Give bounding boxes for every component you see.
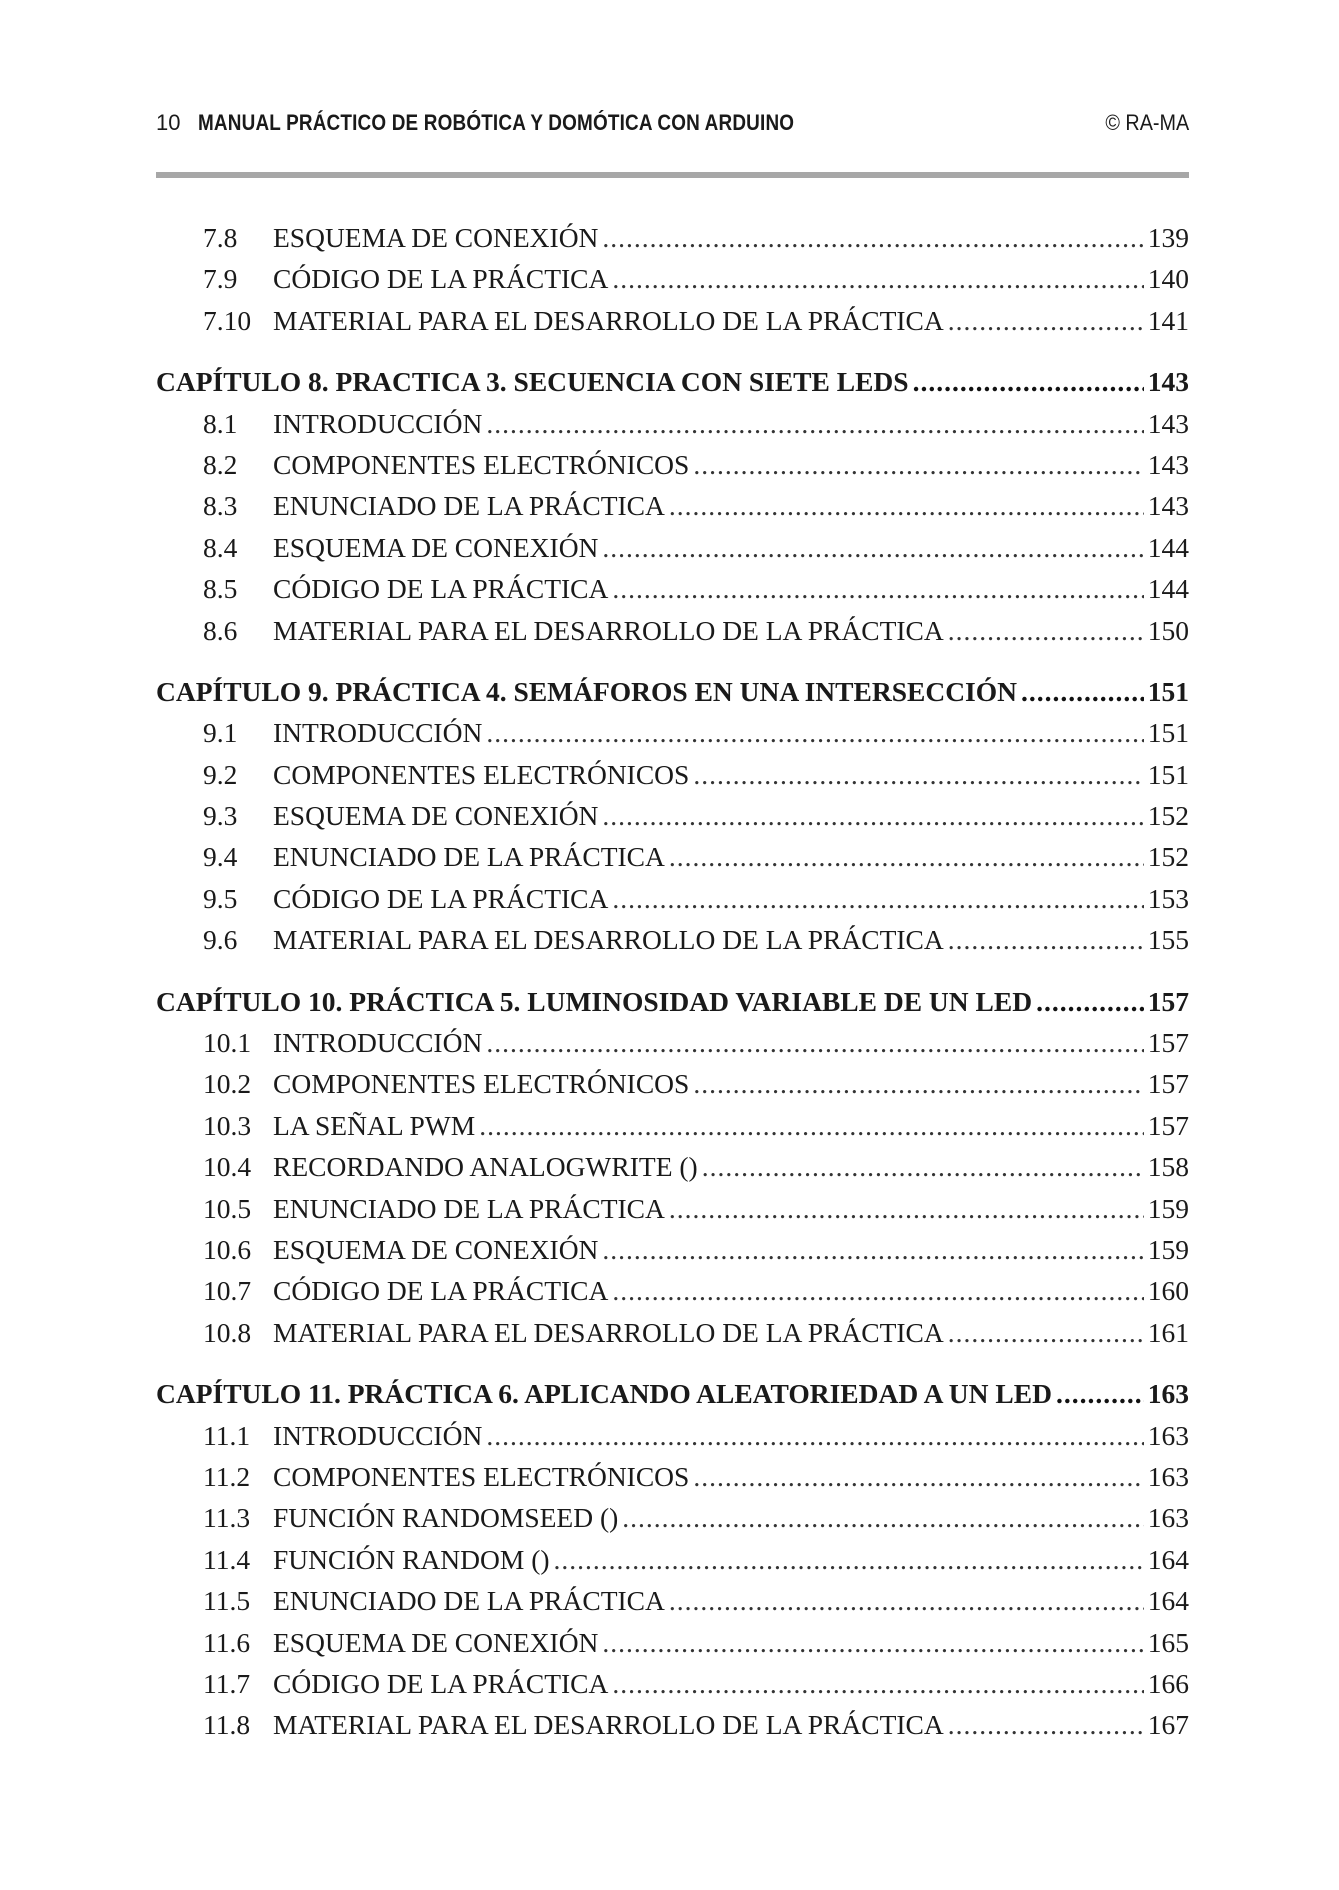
section-number: 10.4 — [203, 1151, 252, 1183]
section-title: ESQUEMA DE CONEXIÓN — [273, 1626, 599, 1658]
section-title: MATERIAL PARA EL DESARROLLO DE LA PRÁCTICA — [273, 1316, 944, 1348]
dot-leader — [622, 1502, 1143, 1534]
section-title: ESQUEMA DE CONEXIÓN — [273, 800, 599, 832]
section-number: 9.5 — [203, 882, 238, 914]
section-number: 10.2 — [203, 1068, 252, 1100]
toc-section-entry[interactable] — [156, 1668, 1189, 1709]
section-number: 11.6 — [203, 1626, 251, 1658]
section-title: INTRODUCCIÓN — [273, 407, 483, 439]
toc-section-entry[interactable] — [156, 615, 1189, 656]
toc-section-entry[interactable] — [156, 1585, 1189, 1626]
page-ref: 163 — [1147, 1419, 1189, 1451]
dot-leader — [948, 305, 1144, 337]
section-title: ENUNCIADO DE LA PRÁCTICA — [273, 1192, 665, 1224]
section-number: 11.5 — [203, 1585, 251, 1617]
page-ref: 143 — [1147, 490, 1189, 522]
toc-section-entry[interactable] — [156, 1234, 1189, 1275]
page-ref: 144 — [1147, 531, 1189, 563]
dot-leader — [693, 759, 1143, 791]
dot-leader — [486, 1027, 1143, 1059]
running-header — [156, 110, 1189, 144]
page-ref: 151 — [1147, 675, 1189, 707]
dot-leader — [702, 1151, 1144, 1183]
dot-leader — [479, 1110, 1144, 1142]
toc-section-entry[interactable] — [156, 883, 1189, 924]
dot-leader — [486, 1420, 1143, 1452]
section-number: 8.3 — [203, 490, 238, 522]
section-title: CÓDIGO DE LA PRÁCTICA — [273, 882, 609, 914]
toc-section-entry[interactable] — [156, 1151, 1189, 1192]
page-ref: 164 — [1147, 1543, 1189, 1575]
section-title: CÓDIGO DE LA PRÁCTICA — [273, 573, 609, 605]
dot-leader — [554, 1544, 1144, 1576]
dot-leader — [669, 841, 1144, 873]
toc-section-entry[interactable] — [156, 841, 1189, 882]
toc-section-entry[interactable] — [156, 1027, 1189, 1068]
section-number: 10.8 — [203, 1316, 252, 1348]
section-number: 11.2 — [203, 1460, 251, 1492]
dot-leader — [948, 1317, 1144, 1349]
toc-section-entry[interactable] — [156, 1420, 1189, 1461]
section-number: 9.6 — [203, 924, 238, 956]
section-number: 9.3 — [203, 800, 238, 832]
toc-section-entry[interactable] — [156, 263, 1189, 304]
page-ref: 139 — [1147, 222, 1189, 253]
section-title: COMPONENTES ELECTRÓNICOS — [273, 1068, 690, 1100]
dot-leader — [612, 1668, 1143, 1700]
page-ref: 159 — [1147, 1233, 1189, 1265]
page-ref: 157 — [1147, 1068, 1189, 1100]
toc-section-entry[interactable] — [156, 800, 1189, 841]
dot-leader — [913, 366, 1144, 398]
page-ref: 143 — [1147, 448, 1189, 480]
section-title: INTRODUCCIÓN — [273, 717, 483, 749]
section-number: 10.5 — [203, 1192, 252, 1224]
page-ref: 141 — [1147, 304, 1189, 336]
section-title: CÓDIGO DE LA PRÁCTICA — [273, 1275, 609, 1307]
section-title: ENUNCIADO DE LA PRÁCTICA — [273, 841, 665, 873]
toc-section-entry[interactable] — [156, 1068, 1189, 1109]
page-ref: 157 — [1147, 985, 1189, 1017]
section-title: COMPONENTES ELECTRÓNICOS — [273, 448, 690, 480]
page-ref: 164 — [1147, 1585, 1189, 1617]
dot-leader — [948, 615, 1144, 647]
toc-section-entry[interactable] — [156, 759, 1189, 800]
dot-leader — [693, 1461, 1143, 1493]
section-title: MATERIAL PARA EL DESARROLLO DE LA PRÁCTICA — [273, 1709, 944, 1741]
page-ref: 160 — [1147, 1275, 1189, 1307]
dot-leader — [602, 532, 1143, 564]
dot-leader — [612, 573, 1143, 605]
section-title: ESQUEMA DE CONEXIÓN — [273, 531, 599, 563]
toc-section-entry[interactable] — [156, 1110, 1189, 1151]
section-number: 8.2 — [203, 448, 238, 480]
table-of-contents — [156, 222, 1189, 1751]
page-ref: 163 — [1147, 1460, 1189, 1492]
page-number: 10 — [156, 110, 181, 135]
dot-leader — [1036, 986, 1144, 1018]
page-ref: 140 — [1147, 263, 1189, 295]
section-number: 11.1 — [203, 1419, 251, 1451]
section-number: 9.4 — [203, 841, 238, 873]
section-number: 8.4 — [203, 531, 238, 563]
dot-leader — [948, 924, 1144, 956]
book-title: MANUAL PRÁCTICO DE ROBÓTICA Y DOMÓTICA CON ARDUINO — [198, 110, 795, 135]
toc-section-entry[interactable] — [156, 1709, 1189, 1750]
page-ref: 165 — [1147, 1626, 1189, 1658]
page-ref: 152 — [1147, 800, 1189, 832]
toc-section-entry[interactable] — [156, 1275, 1189, 1316]
section-title: MATERIAL PARA EL DESARROLLO DE LA PRÁCTICA — [273, 924, 944, 956]
section-title: ESQUEMA DE CONEXIÓN — [273, 222, 599, 253]
dot-leader — [669, 1585, 1144, 1617]
toc-section-entry[interactable] — [156, 1317, 1189, 1358]
page-ref: 153 — [1147, 882, 1189, 914]
page-ref: 152 — [1147, 841, 1189, 873]
section-title: LA SEÑAL PWM — [273, 1109, 476, 1141]
toc-section-entry[interactable] — [156, 1461, 1189, 1502]
section-number: 9.2 — [203, 758, 238, 790]
page-ref: 151 — [1147, 717, 1189, 749]
chapter-title: CAPÍTULO 9. PRÁCTICA 4. SEMÁFOROS EN UNA INTERSECCIÓN — [156, 675, 1018, 707]
toc-chapter-entry[interactable] — [156, 1378, 1189, 1419]
toc-chapter-entry[interactable] — [156, 676, 1189, 717]
section-number: 8.5 — [203, 573, 238, 605]
section-number: 10.6 — [203, 1233, 252, 1265]
section-title: INTRODUCCIÓN — [273, 1419, 483, 1451]
toc-section-entry[interactable] — [156, 1502, 1189, 1543]
chapter-title: CAPÍTULO 10. PRÁCTICA 5. LUMINOSIDAD VARIABLE DE UN LED — [156, 985, 1033, 1017]
publisher-mark: © RA-MA — [1105, 110, 1189, 135]
page-ref: 144 — [1147, 573, 1189, 605]
section-number: 11.4 — [203, 1543, 251, 1575]
page-ref: 151 — [1147, 758, 1189, 790]
toc-chapter-entry[interactable] — [156, 986, 1189, 1027]
section-number: 8.1 — [203, 407, 238, 439]
section-title: COMPONENTES ELECTRÓNICOS — [273, 1460, 690, 1492]
section-number: 10.7 — [203, 1275, 252, 1307]
page-ref: 157 — [1147, 1027, 1189, 1059]
section-number: 7.8 — [203, 222, 238, 253]
section-number: 7.10 — [203, 304, 252, 336]
dot-leader — [693, 1068, 1143, 1100]
dot-leader — [612, 263, 1143, 295]
dot-leader — [486, 408, 1143, 440]
dot-leader — [602, 800, 1143, 832]
page-ref: 150 — [1147, 614, 1189, 646]
section-title: ENUNCIADO DE LA PRÁCTICA — [273, 490, 665, 522]
section-title: INTRODUCCIÓN — [273, 1027, 483, 1059]
dot-leader — [602, 1627, 1143, 1659]
toc-section-entry[interactable] — [156, 1544, 1189, 1585]
section-title: FUNCIÓN RANDOM () — [273, 1543, 550, 1575]
section-number: 8.6 — [203, 614, 238, 646]
section-number: 11.7 — [203, 1667, 251, 1699]
page-ref: 167 — [1147, 1709, 1189, 1741]
dot-leader — [669, 1193, 1144, 1225]
section-title: ESQUEMA DE CONEXIÓN — [273, 1233, 599, 1265]
section-title: MATERIAL PARA EL DESARROLLO DE LA PRÁCTICA — [273, 614, 944, 646]
toc-section-entry[interactable] — [156, 490, 1189, 531]
section-number: 11.8 — [203, 1709, 251, 1741]
page-ref: 143 — [1147, 407, 1189, 439]
dot-leader — [693, 449, 1143, 481]
toc-section-entry[interactable] — [156, 573, 1189, 614]
toc-section-entry[interactable] — [156, 408, 1189, 449]
dot-leader — [1021, 676, 1144, 708]
chapter-title: CAPÍTULO 8. PRACTICA 3. SECUENCIA CON SIETE LEDS — [156, 366, 909, 398]
page-ref: 143 — [1147, 366, 1189, 398]
page-ref: 159 — [1147, 1192, 1189, 1224]
dot-leader — [486, 717, 1143, 749]
header-rule — [156, 172, 1189, 178]
section-number: 10.3 — [203, 1109, 252, 1141]
toc-section-entry[interactable] — [156, 222, 1189, 263]
page-ref: 163 — [1147, 1378, 1189, 1410]
section-title: CÓDIGO DE LA PRÁCTICA — [273, 1667, 609, 1699]
dot-leader — [612, 1275, 1143, 1307]
chapter-title: CAPÍTULO 11. PRÁCTICA 6. APLICANDO ALEATORIEDAD A UN LED — [156, 1378, 1052, 1410]
toc-section-entry[interactable] — [156, 532, 1189, 573]
section-title: CÓDIGO DE LA PRÁCTICA — [273, 263, 609, 295]
page-ref: 166 — [1147, 1667, 1189, 1699]
toc-section-entry[interactable] — [156, 1193, 1189, 1234]
toc-chapter-entry[interactable] — [156, 366, 1189, 407]
dot-leader — [602, 1234, 1143, 1266]
toc-section-entry[interactable] — [156, 717, 1189, 758]
section-number: 10.1 — [203, 1027, 252, 1059]
page-ref: 157 — [1147, 1109, 1189, 1141]
section-number: 7.9 — [203, 263, 238, 295]
dot-leader — [1056, 1378, 1144, 1410]
toc-section-entry[interactable] — [156, 449, 1189, 490]
dot-leader — [669, 490, 1144, 522]
section-title: COMPONENTES ELECTRÓNICOS — [273, 758, 690, 790]
toc-section-entry[interactable] — [156, 924, 1189, 965]
section-title: MATERIAL PARA EL DESARROLLO DE LA PRÁCTICA — [273, 304, 944, 336]
toc-section-entry[interactable] — [156, 305, 1189, 346]
section-title: ENUNCIADO DE LA PRÁCTICA — [273, 1585, 665, 1617]
dot-leader — [948, 1709, 1144, 1741]
page-ref: 163 — [1147, 1502, 1189, 1534]
page-ref: 155 — [1147, 924, 1189, 956]
toc-section-entry[interactable] — [156, 1627, 1189, 1668]
dot-leader — [612, 883, 1143, 915]
dot-leader — [602, 222, 1143, 254]
section-title: FUNCIÓN RANDOMSEED () — [273, 1502, 619, 1534]
section-number: 9.1 — [203, 717, 238, 749]
section-number: 11.3 — [203, 1502, 251, 1534]
section-title: RECORDANDO ANALOGWRITE () — [273, 1151, 698, 1183]
page-ref: 158 — [1147, 1151, 1189, 1183]
page-ref: 161 — [1147, 1316, 1189, 1348]
